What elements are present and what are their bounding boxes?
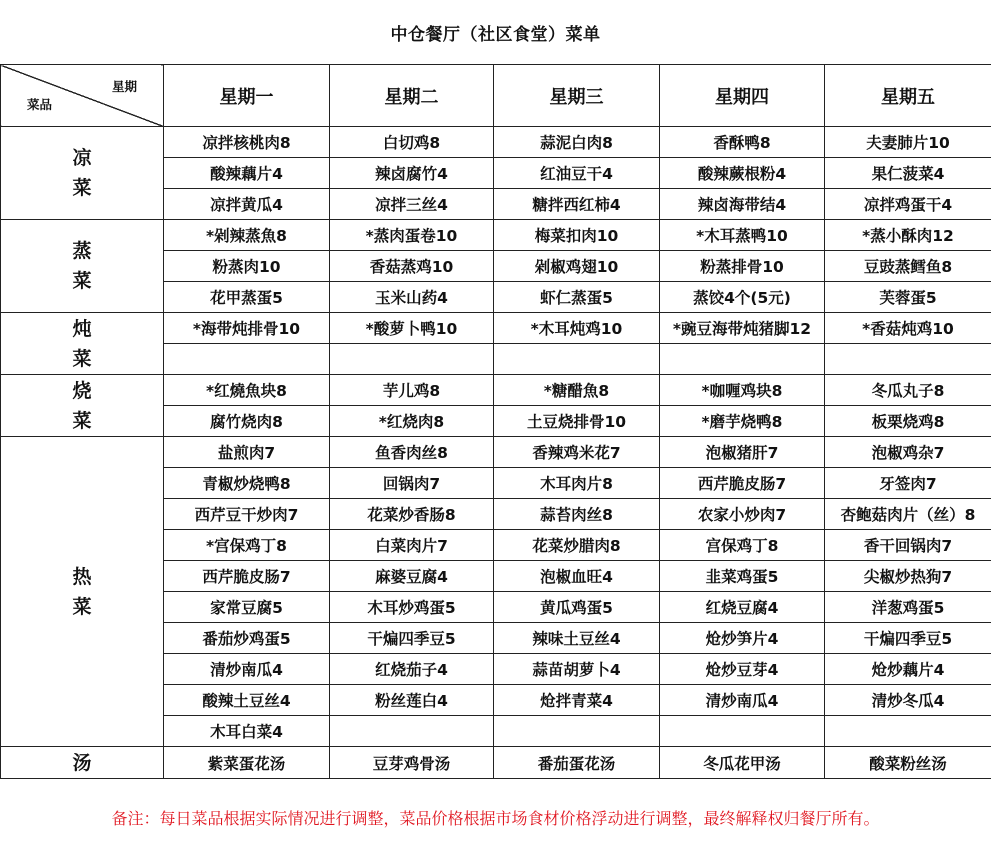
dish-cell: 辣卤海带结4 <box>660 189 825 220</box>
category-char: 菜 <box>72 347 92 370</box>
dish-cell: 干煸四季豆5 <box>330 623 494 654</box>
category-char: 热 <box>72 565 92 588</box>
dish-cell: 家常豆腐5 <box>164 592 330 623</box>
dish-cell: 豆豉蒸鳕鱼8 <box>825 251 991 282</box>
dish-cell: 香干回锅肉7 <box>825 530 991 561</box>
dish-cell: 西芹豆干炒肉7 <box>164 499 330 530</box>
dish-cell: 清炒南瓜4 <box>164 654 330 685</box>
category-label <box>1 127 164 220</box>
dish-cell: 清炒南瓜4 <box>660 685 825 716</box>
dish-cell: 泡椒鸡杂7 <box>825 437 991 468</box>
dish-cell: 剁椒鸡翅10 <box>494 251 660 282</box>
dish-cell: 西芹脆皮肠7 <box>164 561 330 592</box>
dish-cell: 木耳炒鸡蛋5 <box>330 592 494 623</box>
dish-cell: *蒸小酥肉12 <box>825 220 991 251</box>
dish-cell: 青椒炒烧鸭8 <box>164 468 330 499</box>
dish-cell: 红烧茄子4 <box>330 654 494 685</box>
dish-cell: 鱼香肉丝8 <box>330 437 494 468</box>
dish-cell: 农家小炒肉7 <box>660 499 825 530</box>
dish-cell: 糖拌西红柿4 <box>494 189 660 220</box>
dish-cell: *蒸肉蛋卷10 <box>330 220 494 251</box>
day-header-tue: 星期二 <box>330 65 494 127</box>
category-char: 菜 <box>72 409 92 432</box>
dish-cell: 干煸四季豆5 <box>825 623 991 654</box>
dish-cell: *磨芋烧鸭8 <box>660 406 825 437</box>
dish-cell: 芙蓉蛋5 <box>825 282 991 313</box>
dish-cell: 辣味土豆丝4 <box>494 623 660 654</box>
dish-cell: 玉米山药4 <box>330 282 494 313</box>
dish-cell: 虾仁蒸蛋5 <box>494 282 660 313</box>
dish-cell: 西芹脆皮肠7 <box>660 468 825 499</box>
dish-cell: 辣卤腐竹4 <box>330 158 494 189</box>
category-char: 烧 <box>72 379 92 402</box>
menu-table <box>0 64 991 779</box>
category-char: 菜 <box>72 595 92 618</box>
dish-cell <box>660 716 825 747</box>
dish-cell: 酸菜粉丝汤 <box>825 747 991 779</box>
category-label <box>1 437 164 747</box>
day-header-mon: 星期一 <box>164 65 330 127</box>
dish-cell: 炝拌青菜4 <box>494 685 660 716</box>
dish-cell: *酸萝卜鸭10 <box>330 313 494 344</box>
dish-cell: 芋儿鸡8 <box>330 375 494 406</box>
dish-cell: 蒜苗胡萝卜4 <box>494 654 660 685</box>
menu-row <box>1 375 991 406</box>
dish-cell <box>825 344 991 375</box>
day-header-fri: 星期五 <box>825 65 991 127</box>
dish-cell: 夫妻肺片10 <box>825 127 991 158</box>
footer-note: 备注：每日菜品根据实际情况进行调整，菜品价格根据市场食材价格浮动进行调整，最终解释权归餐厅所有。 <box>111 808 880 828</box>
dish-cell: *木耳炖鸡10 <box>494 313 660 344</box>
menu-body <box>1 127 991 747</box>
dish-cell: 炝炒藕片4 <box>825 654 991 685</box>
day-header-thu: 星期四 <box>660 65 825 127</box>
dish-cell: *糖醋魚8 <box>494 375 660 406</box>
dish-cell: 回锅肉7 <box>330 468 494 499</box>
dish-cell: 番茄炒鸡蛋5 <box>164 623 330 654</box>
dish-cell: 泡椒血旺4 <box>494 561 660 592</box>
dish-cell: 木耳白菜4 <box>164 716 330 747</box>
dish-cell <box>660 344 825 375</box>
dish-cell <box>330 344 494 375</box>
dish-cell <box>825 716 991 747</box>
dish-cell: 白切鸡8 <box>330 127 494 158</box>
dish-cell: 香酥鸭8 <box>660 127 825 158</box>
dish-cell: 凉拌三丝4 <box>330 189 494 220</box>
dish-cell: 凉拌核桃肉8 <box>164 127 330 158</box>
menu-row <box>1 127 991 158</box>
dish-cell: 洋葱鸡蛋5 <box>825 592 991 623</box>
corner-label-dish: 菜品 <box>27 97 53 112</box>
dish-cell: 番茄蛋花汤 <box>494 747 660 779</box>
dish-cell: *海带炖排骨10 <box>164 313 330 344</box>
dish-cell: 牙签肉7 <box>825 468 991 499</box>
dish-cell: 粉蒸排骨10 <box>660 251 825 282</box>
dish-cell: *木耳蒸鸭10 <box>660 220 825 251</box>
dish-cell: 花菜炒腊肉8 <box>494 530 660 561</box>
dish-cell: *红烧肉8 <box>330 406 494 437</box>
category-char: 菜 <box>72 177 92 199</box>
dish-cell: 豆芽鸡骨汤 <box>330 747 494 779</box>
day-header-wed: 星期三 <box>494 65 660 127</box>
dish-cell: 炝炒笋片4 <box>660 623 825 654</box>
dish-cell: 紫菜蛋花汤 <box>164 747 330 779</box>
corner-label-weekday: 星期 <box>111 79 137 94</box>
dish-cell: 花菜炒香肠8 <box>330 499 494 530</box>
dish-cell: 粉蒸肉10 <box>164 251 330 282</box>
dish-cell: 酸辣蕨根粉4 <box>660 158 825 189</box>
day-header-row <box>1 65 991 127</box>
dish-cell: 木耳肉片8 <box>494 468 660 499</box>
dish-cell: 香辣鸡米花7 <box>494 437 660 468</box>
dish-cell: 凉拌黄瓜4 <box>164 189 330 220</box>
dish-cell: 泡椒猪肝7 <box>660 437 825 468</box>
menu-row <box>1 220 991 251</box>
dish-cell: *香菇炖鸡10 <box>825 313 991 344</box>
dish-cell: 土豆烧排骨10 <box>494 406 660 437</box>
dish-cell: *剁辣蒸魚8 <box>164 220 330 251</box>
dish-cell: 果仁菠菜4 <box>825 158 991 189</box>
dish-cell: 蒜泥白肉8 <box>494 127 660 158</box>
dish-cell: 盐煎肉7 <box>164 437 330 468</box>
dish-cell: 黄瓜鸡蛋5 <box>494 592 660 623</box>
dish-cell: 麻婆豆腐4 <box>330 561 494 592</box>
dish-cell: 炝炒豆芽4 <box>660 654 825 685</box>
dish-cell: 梅菜扣肉10 <box>494 220 660 251</box>
dish-cell: *豌豆海带炖猪脚12 <box>660 313 825 344</box>
dish-cell: 冬瓜丸子8 <box>825 375 991 406</box>
corner-header-cell <box>1 65 164 127</box>
menu-row <box>1 313 991 344</box>
category-label <box>1 375 164 437</box>
dish-cell: 香菇蒸鸡10 <box>330 251 494 282</box>
dish-cell: 韭菜鸡蛋5 <box>660 561 825 592</box>
dish-cell: 蒸饺4个(5元) <box>660 282 825 313</box>
dish-cell <box>330 716 494 747</box>
dish-cell: 红烧豆腐4 <box>660 592 825 623</box>
category-char: 凉 <box>72 147 92 169</box>
dish-cell: 蒜苔肉丝8 <box>494 499 660 530</box>
dish-cell: *咖喱鸡块8 <box>660 375 825 406</box>
category-char: 炖 <box>72 317 92 340</box>
dish-cell: 尖椒炒热狗7 <box>825 561 991 592</box>
dish-cell: 酸辣藕片4 <box>164 158 330 189</box>
category-label-soup: 汤 <box>1 747 164 779</box>
dish-cell: 冬瓜花甲汤 <box>660 747 825 779</box>
dish-cell: 板栗烧鸡8 <box>825 406 991 437</box>
dish-cell: 红油豆干4 <box>494 158 660 189</box>
dish-cell: *红燒魚块8 <box>164 375 330 406</box>
category-char: 蒸 <box>72 240 92 262</box>
dish-cell: 花甲蒸蛋5 <box>164 282 330 313</box>
category-label <box>1 313 164 375</box>
dish-cell <box>494 344 660 375</box>
menu-title: 中仓餐厅（社区食堂）菜单 <box>0 0 991 65</box>
dish-cell: 腐竹烧肉8 <box>164 406 330 437</box>
menu-row <box>1 437 991 468</box>
dish-cell: 杏鲍菇肉片（丝）8 <box>825 499 991 530</box>
dish-cell: 清炒冬瓜4 <box>825 685 991 716</box>
dish-cell <box>164 344 330 375</box>
category-char: 菜 <box>72 270 92 292</box>
dish-cell: *宫保鸡丁8 <box>164 530 330 561</box>
dish-cell: 白菜肉片7 <box>330 530 494 561</box>
soup-row <box>1 747 991 779</box>
dish-cell: 凉拌鸡蛋干4 <box>825 189 991 220</box>
category-label <box>1 220 164 313</box>
dish-cell: 宫保鸡丁8 <box>660 530 825 561</box>
dish-cell <box>494 716 660 747</box>
dish-cell: 酸辣土豆丝4 <box>164 685 330 716</box>
dish-cell: 粉丝莲白4 <box>330 685 494 716</box>
